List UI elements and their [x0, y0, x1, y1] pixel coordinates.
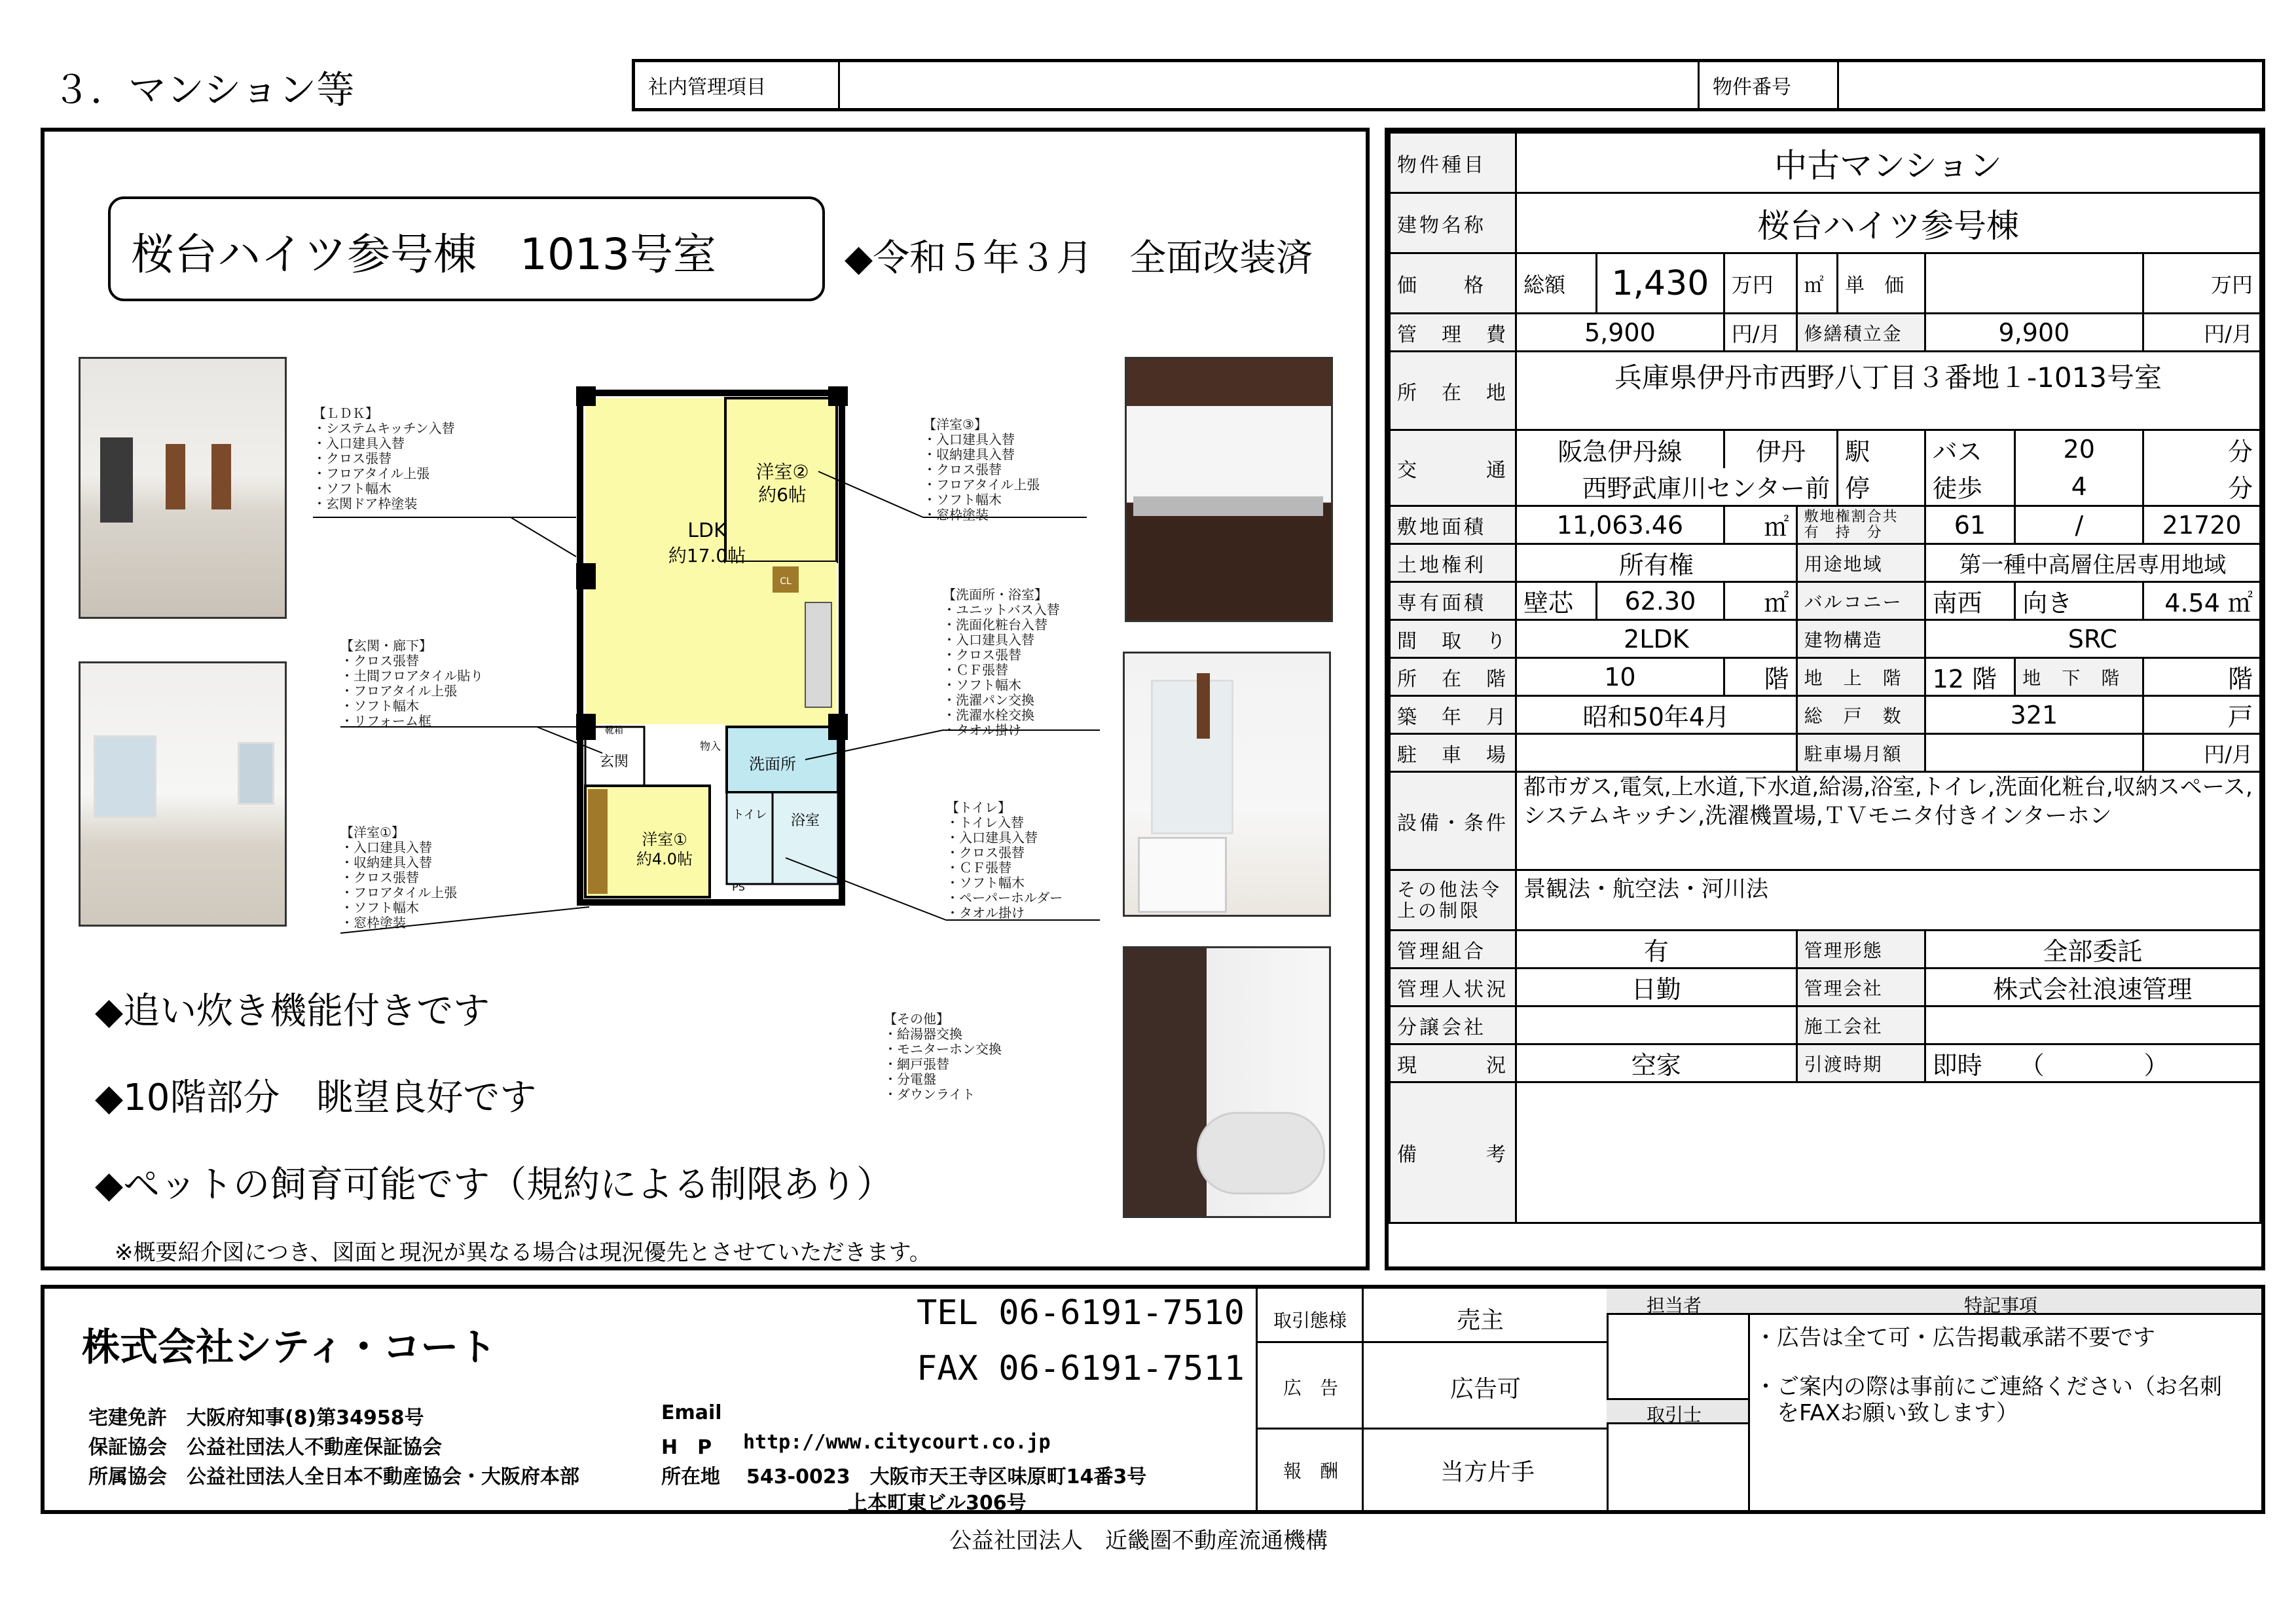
walk-minutes: 4 — [2015, 468, 2143, 506]
handover-label: 引渡時期 — [1796, 1044, 1925, 1082]
below-label: 地 下 階 — [2015, 658, 2143, 696]
price-unit: 万円 — [1724, 253, 1796, 314]
land-area-label: 敷地面積 — [1390, 506, 1516, 544]
below-kai: 階 — [2227, 665, 2253, 693]
floor-label: 所 在 階 — [1390, 658, 1516, 696]
memo-other: 【その他】 ・給湯器交換 ・モニターホン交換 ・網戸張替 ・分電盤 ・ダウンライト — [884, 1011, 1002, 1102]
leader-line — [537, 727, 602, 753]
photo-bathroom — [1123, 946, 1331, 1218]
plan-toilet-label: トイレ — [732, 808, 767, 822]
property-type: 中古マンション — [1516, 133, 2261, 193]
zoning-label: 用途地域 — [1796, 544, 1925, 582]
addr-line2: 上本町東ビル306号 — [848, 1492, 1027, 1515]
leader-line — [786, 858, 946, 920]
units-label: 総 戸 数 — [1796, 696, 1925, 734]
plan-bath-label: 浴室 — [790, 813, 820, 829]
reform-note: ◆令和５年３月 全面改装済 — [845, 237, 1313, 280]
address-value: 兵庫県伊丹市西野八丁目３番地１-1013号室 — [1516, 352, 2261, 430]
status-value: 空家 — [1516, 1044, 1797, 1082]
floor-area-label: 専有面積 — [1390, 582, 1516, 620]
plan-ldk-label: LDK — [687, 519, 727, 542]
price-value: 1,430 — [1597, 253, 1724, 314]
person-label: 担当者 — [1647, 1295, 1702, 1316]
kabeshin-label: 壁芯 — [1516, 582, 1597, 620]
ad-value: 広告可 — [1450, 1376, 1522, 1403]
share-numerator: 61 — [1925, 506, 2015, 544]
leader-lines — [0, 0, 1375, 982]
parking-fee-unit: 円/月 — [2143, 734, 2261, 772]
email-label: Email — [661, 1401, 722, 1424]
land-right-value: 所有権 — [1516, 544, 1797, 582]
seller-label: 分譲会社 — [1390, 1006, 1516, 1044]
memo-entrance: 【玄関・廊下】 ・クロス張替 ・土間フロアタイル貼り ・フロアタイル上張 ・ソフト幅木 ・リフォーム框 — [340, 638, 484, 729]
remarks-label: 備 考 — [1390, 1082, 1516, 1223]
divider — [1748, 1289, 1750, 1510]
name-label: 建物名称 — [1390, 193, 1516, 253]
photo-detail — [1197, 1112, 1325, 1194]
walk-label: 徒歩 — [1925, 468, 2015, 506]
leader-line — [818, 471, 923, 517]
special-note-2: ・ご案内の際は事前にご連絡ください（お名刺 — [1755, 1374, 2222, 1400]
listing-title: 桜台ハイツ参号棟 1013号室 — [131, 229, 716, 280]
section-title: ３．マンション等 — [52, 67, 355, 112]
plan-w1-size: 約4.0帖 — [636, 850, 693, 868]
balcony-label: バルコニー — [1796, 582, 1925, 620]
leader-line — [511, 517, 576, 557]
leader-line — [340, 907, 589, 933]
builder-value — [1925, 1006, 2260, 1044]
license-label: 宅建免許 — [88, 1407, 167, 1430]
restrict-label-1: その他法令 — [1397, 878, 1503, 900]
bus-stop-tei: 停 — [1838, 468, 1925, 506]
share-slash: / — [2015, 506, 2143, 544]
below-value — [2143, 658, 2261, 696]
memo-toilet: 【トイレ】 ・トイレ入替 ・入口建具入替 ・クロス張替 ・ＣＦ張替 ・ソフト幅木 ・ペーパーホルダー ・タオル掛け — [946, 800, 1063, 921]
restrict-value: 景観法・航空法・河川法 — [1516, 870, 2261, 931]
built-value: 昭和50年4月 — [1516, 696, 1797, 734]
floor-area-unit: ㎡ — [1724, 582, 1796, 620]
parking-fee-value — [1925, 734, 2143, 772]
land-area-unit: ㎡ — [1724, 506, 1796, 544]
status-label: 現 況 — [1390, 1044, 1516, 1082]
floor-kai: 階 — [1724, 658, 1796, 696]
restrict-label — [1390, 870, 1516, 931]
special-note-3: をFAXお願い致します） — [1755, 1400, 2018, 1426]
property-no-label: 物件番号 — [1699, 61, 1838, 110]
repair-value: 9,900 — [1925, 314, 2143, 352]
license-value: 大阪府知事(8)第34958号 — [187, 1407, 424, 1430]
property-no-value — [1838, 61, 2264, 110]
leader-line — [805, 730, 943, 760]
bus-min-unit: 分 — [2143, 430, 2261, 468]
pickup-label: 取引士 — [1647, 1404, 1702, 1426]
mgmt-fee-label: 管 理 費 — [1390, 314, 1516, 352]
facilities-label: 設備・条件 — [1390, 772, 1516, 870]
mgmt-label: 社内管理項目 — [634, 61, 839, 110]
fee-value: 当方片手 — [1440, 1459, 1535, 1486]
transport-label: 交 通 — [1390, 430, 1516, 506]
fee-label: 報 酬 — [1283, 1460, 1339, 1482]
land-area-value: 11,063.46 — [1516, 506, 1724, 544]
share-denominator: 21720 — [2143, 506, 2261, 544]
built-label: 築 年 月 — [1390, 696, 1516, 734]
special-note-1: ・広告は全て可・広告掲載承諾不要です — [1755, 1325, 2155, 1351]
building-name: 桜台ハイツ参号棟 — [1516, 193, 2261, 253]
floor-area-value: 62.30 — [1597, 582, 1724, 620]
manager-label: 管理人状況 — [1390, 969, 1516, 1006]
plan-senmen-label: 洗面所 — [749, 755, 796, 773]
parking-value — [1516, 734, 1797, 772]
mgmt-fee-value: 5,900 — [1516, 314, 1724, 352]
divider — [1256, 1289, 1258, 1510]
unit-price-label: 単 価 — [1838, 253, 1925, 314]
mgmt-co-label: 管理会社 — [1796, 969, 1925, 1006]
plan-ldk-size: 約17.0帖 — [668, 545, 746, 566]
bus-label: バス — [1925, 430, 2015, 468]
plan-w2-size: 約6帖 — [758, 484, 807, 506]
balcony-area-unit: ㎡ — [2227, 589, 2253, 618]
assoc-label: 管理組合 — [1390, 931, 1516, 969]
price-total-label: 総額 — [1516, 253, 1597, 314]
info-table — [1389, 132, 2261, 1224]
above-label: 地 上 階 — [1796, 658, 1925, 696]
bus-stop: 西野武庫川センター前 — [1516, 468, 1838, 506]
memo-ldk: 【ＬＤＫ】 ・システムキッチン入替 ・入口建具入替 ・クロス張替 ・フロアタイル上張 ・ソフト幅木 ・玄関ドア枠塗装 — [313, 405, 455, 511]
share-label-1: 敷地権割合共 — [1804, 508, 1899, 525]
plan-cl-label: CL — [780, 576, 792, 587]
station-eki: 駅 — [1838, 430, 1925, 468]
above-value — [1925, 658, 2015, 696]
addr-line1: 543-0023 大阪市天王寺区味原町14番3号 — [746, 1466, 1147, 1488]
feature-pet: ◆ペットの飼育可能です（規約による制限あり） — [95, 1164, 894, 1206]
member-label: 所属協会 — [88, 1466, 167, 1488]
mgmt-form-label: 管理形態 — [1796, 931, 1925, 969]
plan-w2-label: 洋室② — [756, 461, 809, 483]
unit-price-value — [1925, 253, 2143, 314]
company-name: 株式会社シティ・コート — [82, 1325, 497, 1369]
balcony-area — [2143, 582, 2261, 620]
divider — [1256, 1341, 1607, 1343]
deal-value: 売主 — [1457, 1307, 1504, 1334]
plan-kutsu-label: 靴箱 — [605, 726, 623, 736]
memo-washroom: 【洗面所・浴室】 ・ユニットバス入替 ・洗面化粧台入替 ・入口建具入替 ・クロス張替 ・ＣＦ張替 ・ソフト幅木 ・洗濯パン交換 ・洗濯水栓交換 ・タオル掛け — [943, 587, 1060, 738]
balcony-dir: 南西 — [1932, 589, 1982, 618]
repair-unit: 円/月 — [2143, 314, 2261, 352]
tel: TEL 06-6191-7510 — [917, 1293, 1245, 1333]
line-name: 阪急伊丹線 — [1516, 430, 1724, 468]
structure-value: SRC — [1925, 620, 2260, 658]
memo-western3: 【洋室③】 ・入口建具入替 ・収納建具入替 ・クロス張替 ・フロアタイル上張 ・ソフト幅木 ・窓枠塗装 — [923, 416, 1040, 523]
manager-value: 日勤 — [1516, 969, 1797, 1006]
feature-view: ◆10階部分 眺望良好です — [95, 1077, 537, 1119]
organization: 公益社団法人 近畿圏不動産流通機構 — [949, 1528, 1328, 1554]
ad-label: 広 告 — [1283, 1377, 1339, 1399]
sqm-label: ㎡ — [1796, 253, 1838, 314]
feature-reheat: ◆追い炊き機能付きです — [95, 990, 490, 1033]
layout-label: 間 取 り — [1390, 620, 1516, 658]
special-label: 特記事項 — [1964, 1295, 2038, 1316]
zoning-value: 第一種中高層住居専用地域 — [1925, 544, 2260, 582]
share-label-2: 有 持 分 — [1804, 524, 1883, 541]
above-num: 12 — [1932, 665, 1964, 693]
walk-min-unit: 分 — [2143, 468, 2261, 506]
parking-label: 駐 車 場 — [1390, 734, 1516, 772]
guarantee-label: 保証協会 — [88, 1436, 167, 1459]
address-label: 所 在 地 — [1390, 352, 1516, 430]
deal-label: 取引態様 — [1273, 1310, 1347, 1331]
remarks-value — [1516, 1082, 2261, 1223]
hp-link[interactable]: http://www.citycourt.co.jp — [743, 1431, 1051, 1454]
memo-western1: 【洋室①】 ・入口建具入替 ・収納建具入替 ・クロス張替 ・フロアタイル上張 ・ソフト幅木 ・窓枠塗装 — [340, 824, 458, 931]
plan-genkan-label: 玄関 — [599, 754, 629, 770]
assoc-value: 有 — [1516, 931, 1797, 969]
floor-value: 10 — [1516, 658, 1724, 696]
units-ko: 戸 — [2143, 696, 2261, 734]
parking-fee-label: 駐車場月額 — [1796, 734, 1925, 772]
plan-w1-label: 洋室① — [642, 830, 687, 849]
handover-value: 即時 （ ） — [1925, 1044, 2260, 1082]
hp-label: H P — [661, 1436, 712, 1459]
mgmt-form-value: 全部委託 — [1925, 931, 2260, 969]
seller-value — [1516, 1006, 1797, 1044]
mgmt-fee-unit: 円/月 — [1724, 314, 1796, 352]
plan-ps-label: PS — [732, 881, 745, 893]
structure-label: 建物構造 — [1796, 620, 1925, 658]
divider — [1256, 1428, 1607, 1430]
member-value: 公益社団法人全日本不動産協会・大阪府本部 — [187, 1466, 579, 1488]
land-right-label: 土地権利 — [1390, 544, 1516, 582]
units-value: 321 — [1925, 696, 2143, 734]
addr-label: 所在地 — [661, 1466, 720, 1488]
mgmt-co-value: 株式会社浪速管理 — [1925, 969, 2260, 1006]
builder-label: 施工会社 — [1796, 1006, 1925, 1044]
share-label — [1796, 506, 1925, 544]
layout-value: 2LDK — [1516, 620, 1797, 658]
type-label: 物件種目 — [1390, 133, 1516, 193]
divider — [1362, 1289, 1364, 1510]
above-kai: 階 — [1972, 665, 1997, 693]
balcony-direction — [1925, 582, 2015, 620]
unit-price-unit: 万円 — [2143, 253, 2261, 314]
plan-monoire-label: 物入 — [699, 740, 721, 752]
restrict-label-2: 上の制限 — [1397, 899, 1482, 921]
facilities-value: 都市ガス,電気,上水道,下水道,給湯,浴室,トイレ,洗面化粧台,収納スペース,システムキッチン,洗濯機置場,ＴＶモニタ付きインターホン — [1516, 772, 2261, 870]
station-name: 伊丹 — [1724, 430, 1837, 468]
disclaimer: ※概要紹介図につき、図面と現況が異なる場合は現況優先とさせていただきます。 — [115, 1240, 932, 1266]
repair-label: 修繕積立金 — [1796, 314, 1925, 352]
fax: FAX 06-6191-7511 — [917, 1349, 1245, 1388]
balcony-area-value: 4.54 — [2164, 589, 2220, 618]
price-label: 価 格 — [1390, 253, 1516, 314]
balcony-muki: 向き — [2015, 582, 2143, 620]
guarantee-value: 公益社団法人不動産保証協会 — [187, 1436, 442, 1459]
bus-minutes: 20 — [2015, 430, 2143, 468]
